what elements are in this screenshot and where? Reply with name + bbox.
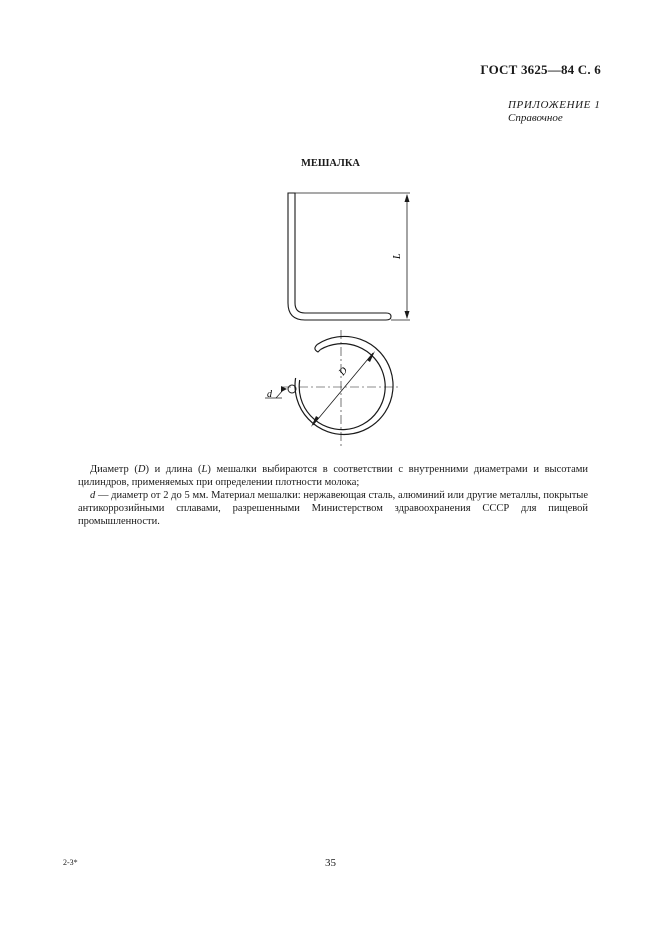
page-number-wrap xyxy=(0,857,661,869)
appendix-title: ПРИЛОЖЕНИЕ 1 xyxy=(508,99,601,111)
footer-print-code: 2-3* xyxy=(63,858,78,867)
body-text xyxy=(78,463,588,528)
document-header: ГОСТ 3625—84 С. 6 xyxy=(480,62,601,77)
page-number: 35 xyxy=(325,857,336,869)
p1-symbol-L: L xyxy=(201,464,208,475)
figure-title: МЕШАЛКА xyxy=(300,158,361,169)
p2-text: — диаметр от 2 до 5 мм. Материал мешалки: нержавеющая сталь, алюминий или другие металлы, покрытые антикоррозийными сплавами, разрешенными Министерством здравоохранения СССР для пищевой промышленности. xyxy=(78,490,588,527)
diameter-label: D xyxy=(336,365,350,378)
p1-symbol-D: D xyxy=(137,464,146,475)
wire-diameter-label: d xyxy=(267,389,272,400)
paragraph-dimensions xyxy=(78,463,588,489)
length-label: L xyxy=(392,253,403,259)
appendix-subtitle: Справочное xyxy=(508,112,563,124)
p1-part-b: ) и длина ( xyxy=(145,464,202,475)
p1-part-a: Диаметр ( xyxy=(90,464,138,475)
p2-symbol-d: d xyxy=(90,490,96,501)
paragraph-material xyxy=(78,489,588,528)
p1-part-c: ) мешалки выбираются в соответствии с внутренними диаметрами и высотами цилиндров, применяемых при определении плотности молока; xyxy=(78,464,589,488)
